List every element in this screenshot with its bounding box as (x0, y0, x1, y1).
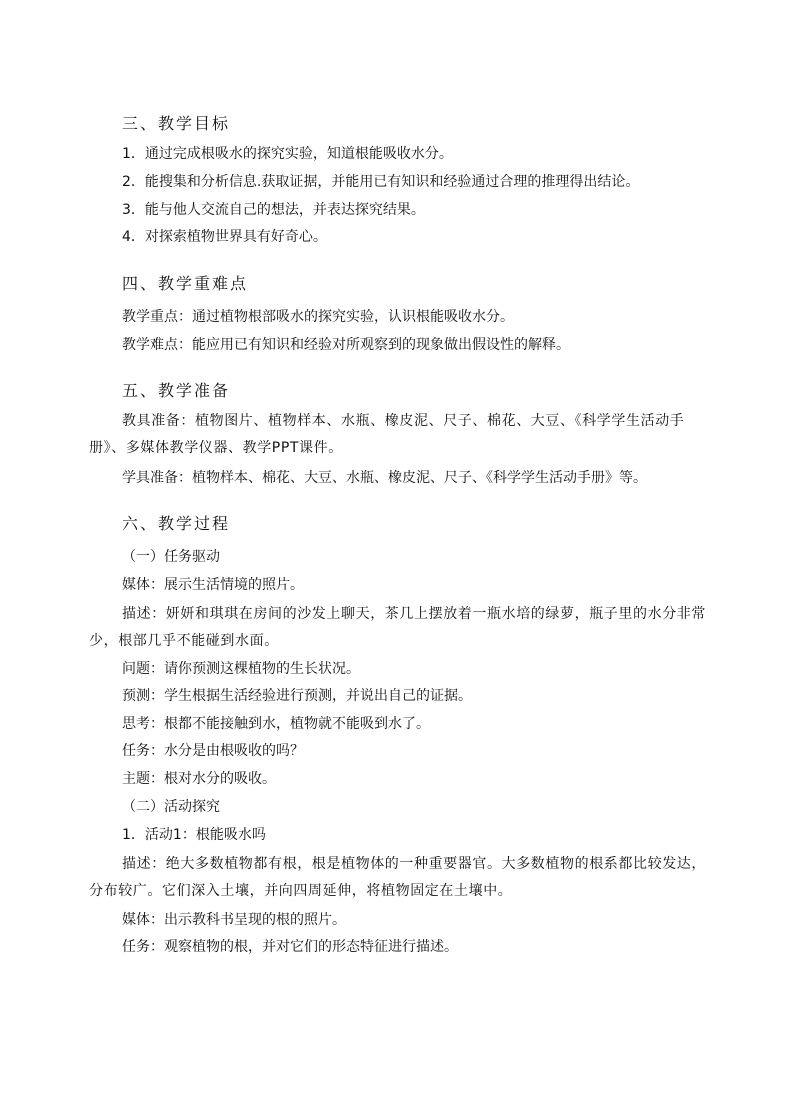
task-description: 描述：妍妍和琪琪在房间的沙发上聊天，茶几上摆放着一瓶水培的绿萝，瓶子里的水分非常少，根部几乎不能碰到水面。 (89, 606, 706, 649)
teaching-focus: 教学重点：通过植物根部吸水的探究实验，认识根能吸收水分。 (122, 309, 514, 325)
activity-task: 任务：观察植物的根，并对它们的形态特征进行描述。 (122, 939, 458, 955)
subsection-title-activity: （二）活动探究 (122, 799, 220, 815)
section-heading-key-points: 四、教学重难点 (122, 274, 249, 293)
section-heading-process: 六、教学过程 (122, 514, 231, 533)
objective-item-1: 1．通过完成根吸水的探究实验，知道根能吸收水分。 (122, 146, 453, 162)
task-media: 媒体：展示生活情境的照片。 (122, 577, 304, 593)
student-preparation: 学具准备：植物样本、棉花、大豆、水瓶、橡皮泥、尺子、《科学学生活动手册》等。 (122, 470, 647, 486)
section-heading-teaching-objectives: 三、教学目标 (122, 114, 231, 133)
activity-1-title: 1．活动1：根能吸水吗 (122, 827, 266, 843)
task-question: 问题：请你预测这棵植物的生长状况。 (122, 661, 360, 677)
teaching-difficulty: 教学难点：能应用已有知识和经验对所观察到的现象做出假设性的解释。 (122, 337, 570, 353)
task-theme: 主题：根对水分的吸收。 (122, 771, 276, 787)
section-heading-preparation: 五、教学准备 (122, 381, 231, 400)
subsection-title-task-driven: （一）任务驱动 (122, 549, 220, 565)
objective-item-4: 4．对探索植物世界具有好奇心。 (122, 229, 327, 245)
task-prediction: 预测：学生根据生活经验进行预测，并说出自己的证据。 (122, 688, 472, 704)
objective-item-2: 2．能搜集和分析信息.获取证据，并能用已有知识和经验通过合理的推理得出结论。 (122, 174, 640, 190)
activity-description: 描述：绝大多数植物都有根，根是植物体的一种重要器官。大多数植物的根系都比较发达，分布较广。它们深入土壤，并向四周延伸，将植物固定在土壤中。 (89, 856, 706, 899)
activity-media: 媒体：出示教科书呈现的根的照片。 (122, 912, 346, 928)
task-task: 任务：水分是由根吸收的吗？ (122, 743, 304, 759)
objective-item-3: 3．能与他人交流自己的想法，并表达探究结果。 (122, 202, 425, 218)
teacher-preparation: 教具准备：植物图片、植物样本、水瓶、橡皮泥、尺子、棉花、大豆、《科学学生活动手册》、多媒体教学仪器、教学PPT课件。 (89, 413, 685, 456)
task-thinking: 思考：根都不能接触到水，植物就不能吸到水了。 (122, 716, 430, 732)
